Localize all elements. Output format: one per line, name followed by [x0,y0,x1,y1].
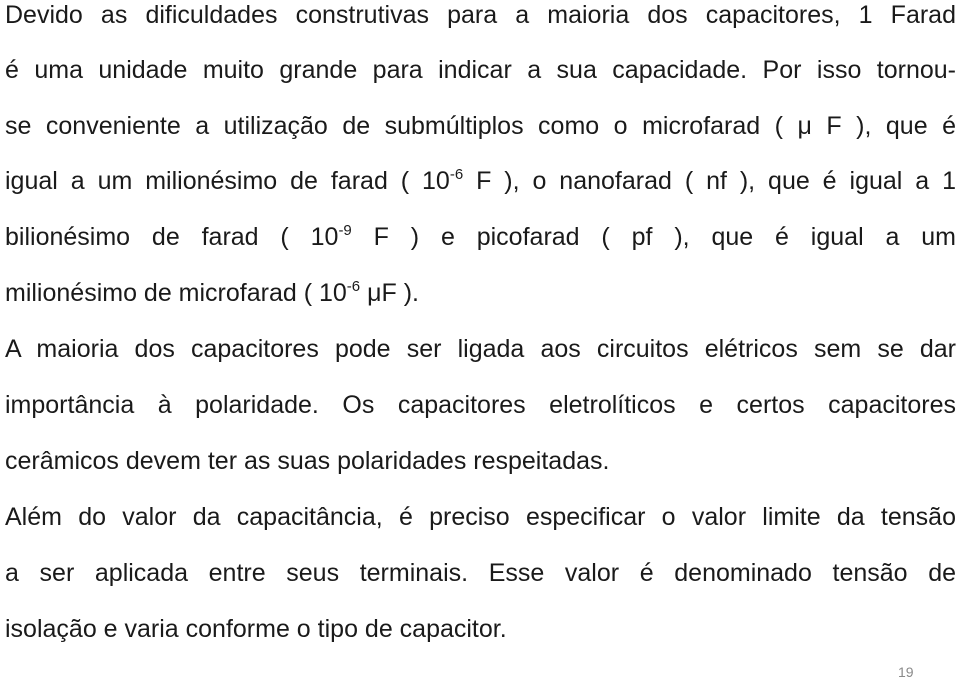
superscript-exponent: -6 [346,278,361,295]
text-segment: F ), o nanofarad ( nf ), que é igual a 1 [463,167,956,195]
text-segment: bilionésimo de farad ( 10 [5,223,339,251]
text-segment: milionésimo de microfarad ( 10 [5,279,347,307]
text-line: isolação e varia conforme o tipo de capacitor. [5,615,507,643]
text-line [5,166,956,200]
text-segment: F ) e picofarad ( pf ), que é igual a um [351,223,956,251]
text-line: importância à polaridade. Os capacitores eletrolíticos e certos capacitores [5,391,956,419]
text-line: se conveniente a utilização de submúltiplos como o microfarad ( μ F ), que é [5,112,956,140]
text-segment: μF ). [360,279,419,307]
text-line: cerâmicos devem ter as suas polaridades respeitadas. [5,447,610,475]
text-line [5,278,956,312]
superscript-exponent: -9 [338,222,352,239]
text-line: A maioria dos capacitores pode ser ligada aos circuitos elétricos sem se dar [5,335,956,363]
page-number: 19 [898,664,914,680]
text-line: Além do valor da capacitância, é preciso especificar o valor limite da tensão [5,503,956,531]
superscript-exponent: -6 [449,166,464,183]
text-segment: igual a um milionésimo de farad ( 10 [5,167,450,195]
text-line: a ser aplicada entre seus terminais. Esse valor é denominado tensão de [5,559,956,587]
text-line: é uma unidade muito grande para indicar a sua capacidade. Por isso tornou- [5,56,956,84]
text-line: Devido as dificuldades construtivas para a maioria dos capacitores, 1 Farad [5,1,956,29]
text-line [5,222,956,256]
